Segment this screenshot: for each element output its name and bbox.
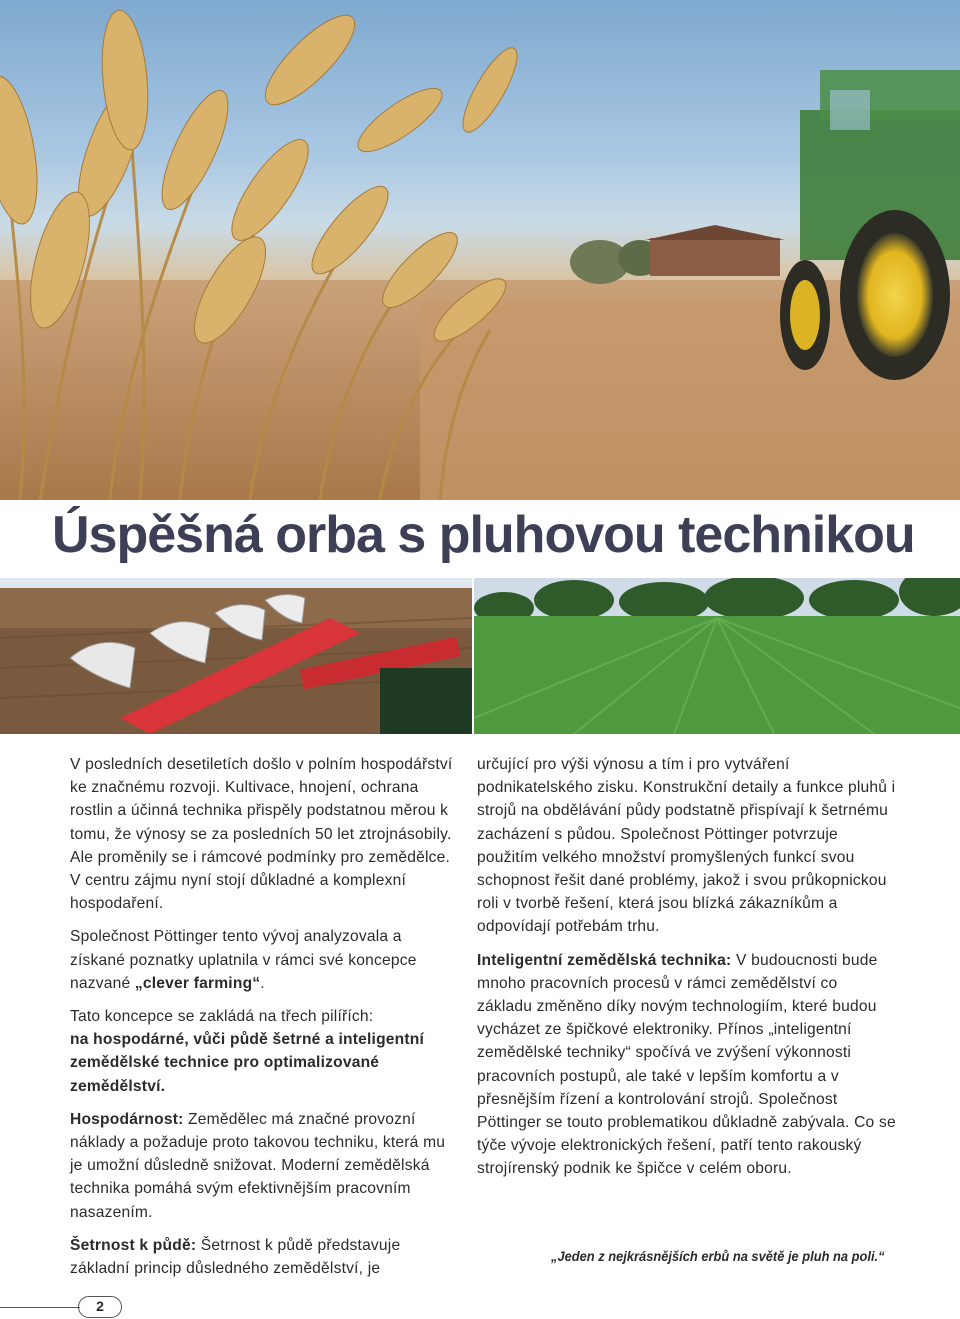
intro-paragraph xyxy=(70,753,460,915)
crop-field-illustration xyxy=(474,578,960,734)
wheat-tractor-illustration xyxy=(0,0,960,500)
soil-care-label: Šetrnost k půdě: xyxy=(70,1236,197,1254)
clever-farming-name: „clever farming“ xyxy=(134,974,261,992)
intelligent-tech-label: Inteligentní zemědělská technika: xyxy=(477,951,732,969)
page-number-rule xyxy=(0,1307,80,1308)
quote: „Jeden z nejkrásnějších erbů na světě je pluh na poli.“ xyxy=(551,1248,885,1264)
left-column xyxy=(70,753,460,1290)
intro-text: V posledních desetiletích došlo v polním hospodářství ke značnému rozvoji. Kultivace, hnojení, ochrana rostlin a účinná technika přispěly podstatnou měrou k tomu, že výnosy se za posledních 50 let ztrojnásobily. Ale proměnily se i rámcové podmínky pro zemědělce. V centru zájmu nyní stojí důkladné a komplexní hospodaření. xyxy=(70,756,453,913)
pillars-list: na hospodárné, vůči půdě šetrné a inteligentní zemědělské technice pro optimalizované zemědělství. xyxy=(70,1031,425,1095)
crop-field-photo xyxy=(474,578,960,734)
page-title: Úspěšná orba s pluhovou technikou xyxy=(52,506,915,564)
plough-photo xyxy=(0,578,472,734)
intelligent-tech-paragraph xyxy=(477,949,897,1181)
economy-label: Hospodárnost: xyxy=(70,1110,184,1128)
soil-care-paragraph xyxy=(70,1234,460,1280)
clever-farming-paragraph xyxy=(70,925,460,995)
soil-care-text: Šetrnost k půdě představuje základní princip důsledného zemědělství, je xyxy=(70,1236,401,1278)
intelligent-tech-text: V budoucnosti bude mnoho pracovních procesů v rámci zemědělství co základu změněno díky novým technologiím, které budou vycházet ze špičkové elektroniky. Přínos „inteligentní zemědělské techniky“ spočívá ve zvýšení výkonnosti pracovních postupů, ale také v lepším komfortu a v přesnějším řízení a kontrolování strojů. Společnost Pöttinger se touto problematikou důkladně zabývala. Co se týče vývoje elektronických řešení, patří tento rakouský strojírenský podnik ke špičce v celém oboru. xyxy=(477,951,896,1178)
economy-text: Zemědělec má značné provozní náklady a požaduje proto takovou techniku, která mu je umožní důsledně snižovat. Moderní zemědělská technika pomáhá svým efektivnějším pracovním nasazením. xyxy=(70,1110,446,1221)
clever-farming-end: . xyxy=(260,974,265,992)
soil-care-continued xyxy=(477,753,897,939)
pillars-paragraph xyxy=(70,1005,460,1098)
page-number: 2 xyxy=(78,1296,122,1318)
clever-farming-text: Společnost Pöttinger tento vývoj analyzovala a získané poznatky uplatnila v rámci své koncepce nazvané xyxy=(70,928,417,992)
economy-paragraph xyxy=(70,1108,460,1224)
pillars-intro: Tato koncepce se zakládá na třech pilířích: xyxy=(70,1008,374,1026)
plough-illustration xyxy=(0,578,472,734)
right-column xyxy=(477,753,897,1191)
soil-care-continued-text: určující pro výši výnosu a tím i pro vytváření podnikatelského zisku. Konstrukční detaily a funkce pluhů i strojů na obdělávání půdy podstatně přispívají k šetrnému zacházení s půdou. Společnost Pöttinger potvrzuje použitím velkého množství promyšlených funkcí svou schopnost řešit dané problémy, jakož i svou průkopnickou roli v tvorbě řešení, která jsou blízká zákazníkům a odpovídají potřebám trhu. xyxy=(477,756,896,936)
tractor-shape xyxy=(780,70,960,380)
hero-photo xyxy=(0,0,960,500)
